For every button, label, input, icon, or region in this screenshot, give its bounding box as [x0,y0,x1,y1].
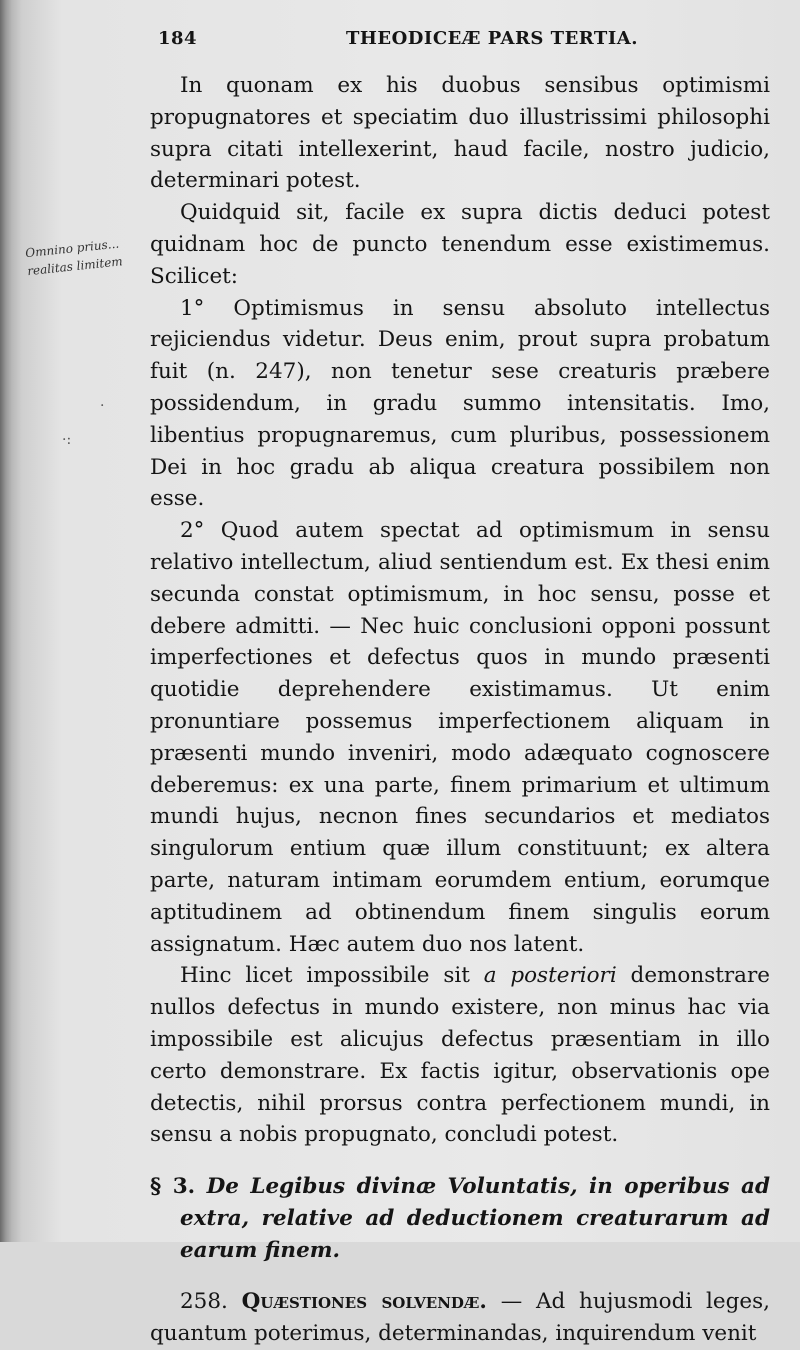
paragraph: 1° Optimismus in sensu absoluto intellectus rejiciendus videtur. Deus enim, prout supra probatum fuit (n. 247), non tenetur sese creaturis præbere possidendum, in gradu summo intensitatis. Imo, libentius propugnaremus, cum pluribus, possessionem Dei in hoc gradu ab aliqua creatura possibilem non esse. [150,295,770,512]
section-gap [150,1266,770,1286]
margin-mark: · [100,398,105,414]
paragraph-text: — Ad hujusmodi leges, quantum poterimus, determinandas, inquirendum venit [150,1289,770,1347]
paragraph: Quidquid sit, facile ex supra dictis deduci potest quidnam hoc de puncto tenendum esse existimemus. Scilicet: [150,200,770,289]
article-title: Quæstiones solvendæ. [241,1289,487,1315]
page-number: 184 [158,28,198,49]
book-spine [0,0,22,1242]
italic-phrase: a posteriori [483,963,617,989]
article-number: 258. [180,1289,228,1315]
paragraph [150,1286,770,1350]
running-title: THEODICEÆ PARS TERTIA. [346,28,638,49]
handwritten-margin-note: Omnino prius... realitas limitem [24,236,124,279]
section-number: § 3. [150,1174,196,1200]
paragraph: 2° Quod autem spectat ad optimismum in sensu relativo intellectum, aliud sentiendum est. Ex thesi enim secunda constat optimismum, in hoc sensu, posse et debere admitti. — Nec huic conclusioni opponi possunt imperfectiones et defectus quos in mundo præsenti quotidie deprehendere existimamus. Ut enim pronuntiare possemus imperfectionem aliquam in præsenti mundo inveniri, modo adæquato cognoscere deberemus: ex una parte, finem primarium et ultimum mundi hujus, necnon fines secundarios et mediatos singulorum entium quæ illum constituunt; ex altera parte, naturam intimam eorumdem entium, eorumque aptitudinem ad obtinendum finem singulis eorum assignatum. Hæc autem duo nos latent. [150,518,770,957]
margin-mark: ·: [62,432,72,448]
section-gap [150,1151,770,1171]
page-header [158,20,770,52]
paragraph-text: Hinc licet impossibile sit [180,963,484,989]
paragraph-text: demonstrare nullos defectus in mundo existere, non minus hac via impossibile est alicujus defectus præsentiam in illo certo demonstrare. Ex factis igitur, observationis ope detectis, nihil prorsus contra perfectionem mundi, in sensu a nobis propugnato, concludi potest. [150,963,770,1148]
paragraph [150,960,770,1151]
page-body-text [150,70,770,1350]
section-heading [150,1171,770,1266]
paragraph: In quonam ex his duobus sensibus optimismi propugnatores et speciatim duo illustrissimi philosophi supra citati intellexerint, haud facile, nostro judicio, determinari potest. [150,73,770,194]
section-title: De Legibus divinæ Voluntatis, in operibus ad extra, relative ad deductionem creaturarum ad earum finem. [180,1174,770,1263]
